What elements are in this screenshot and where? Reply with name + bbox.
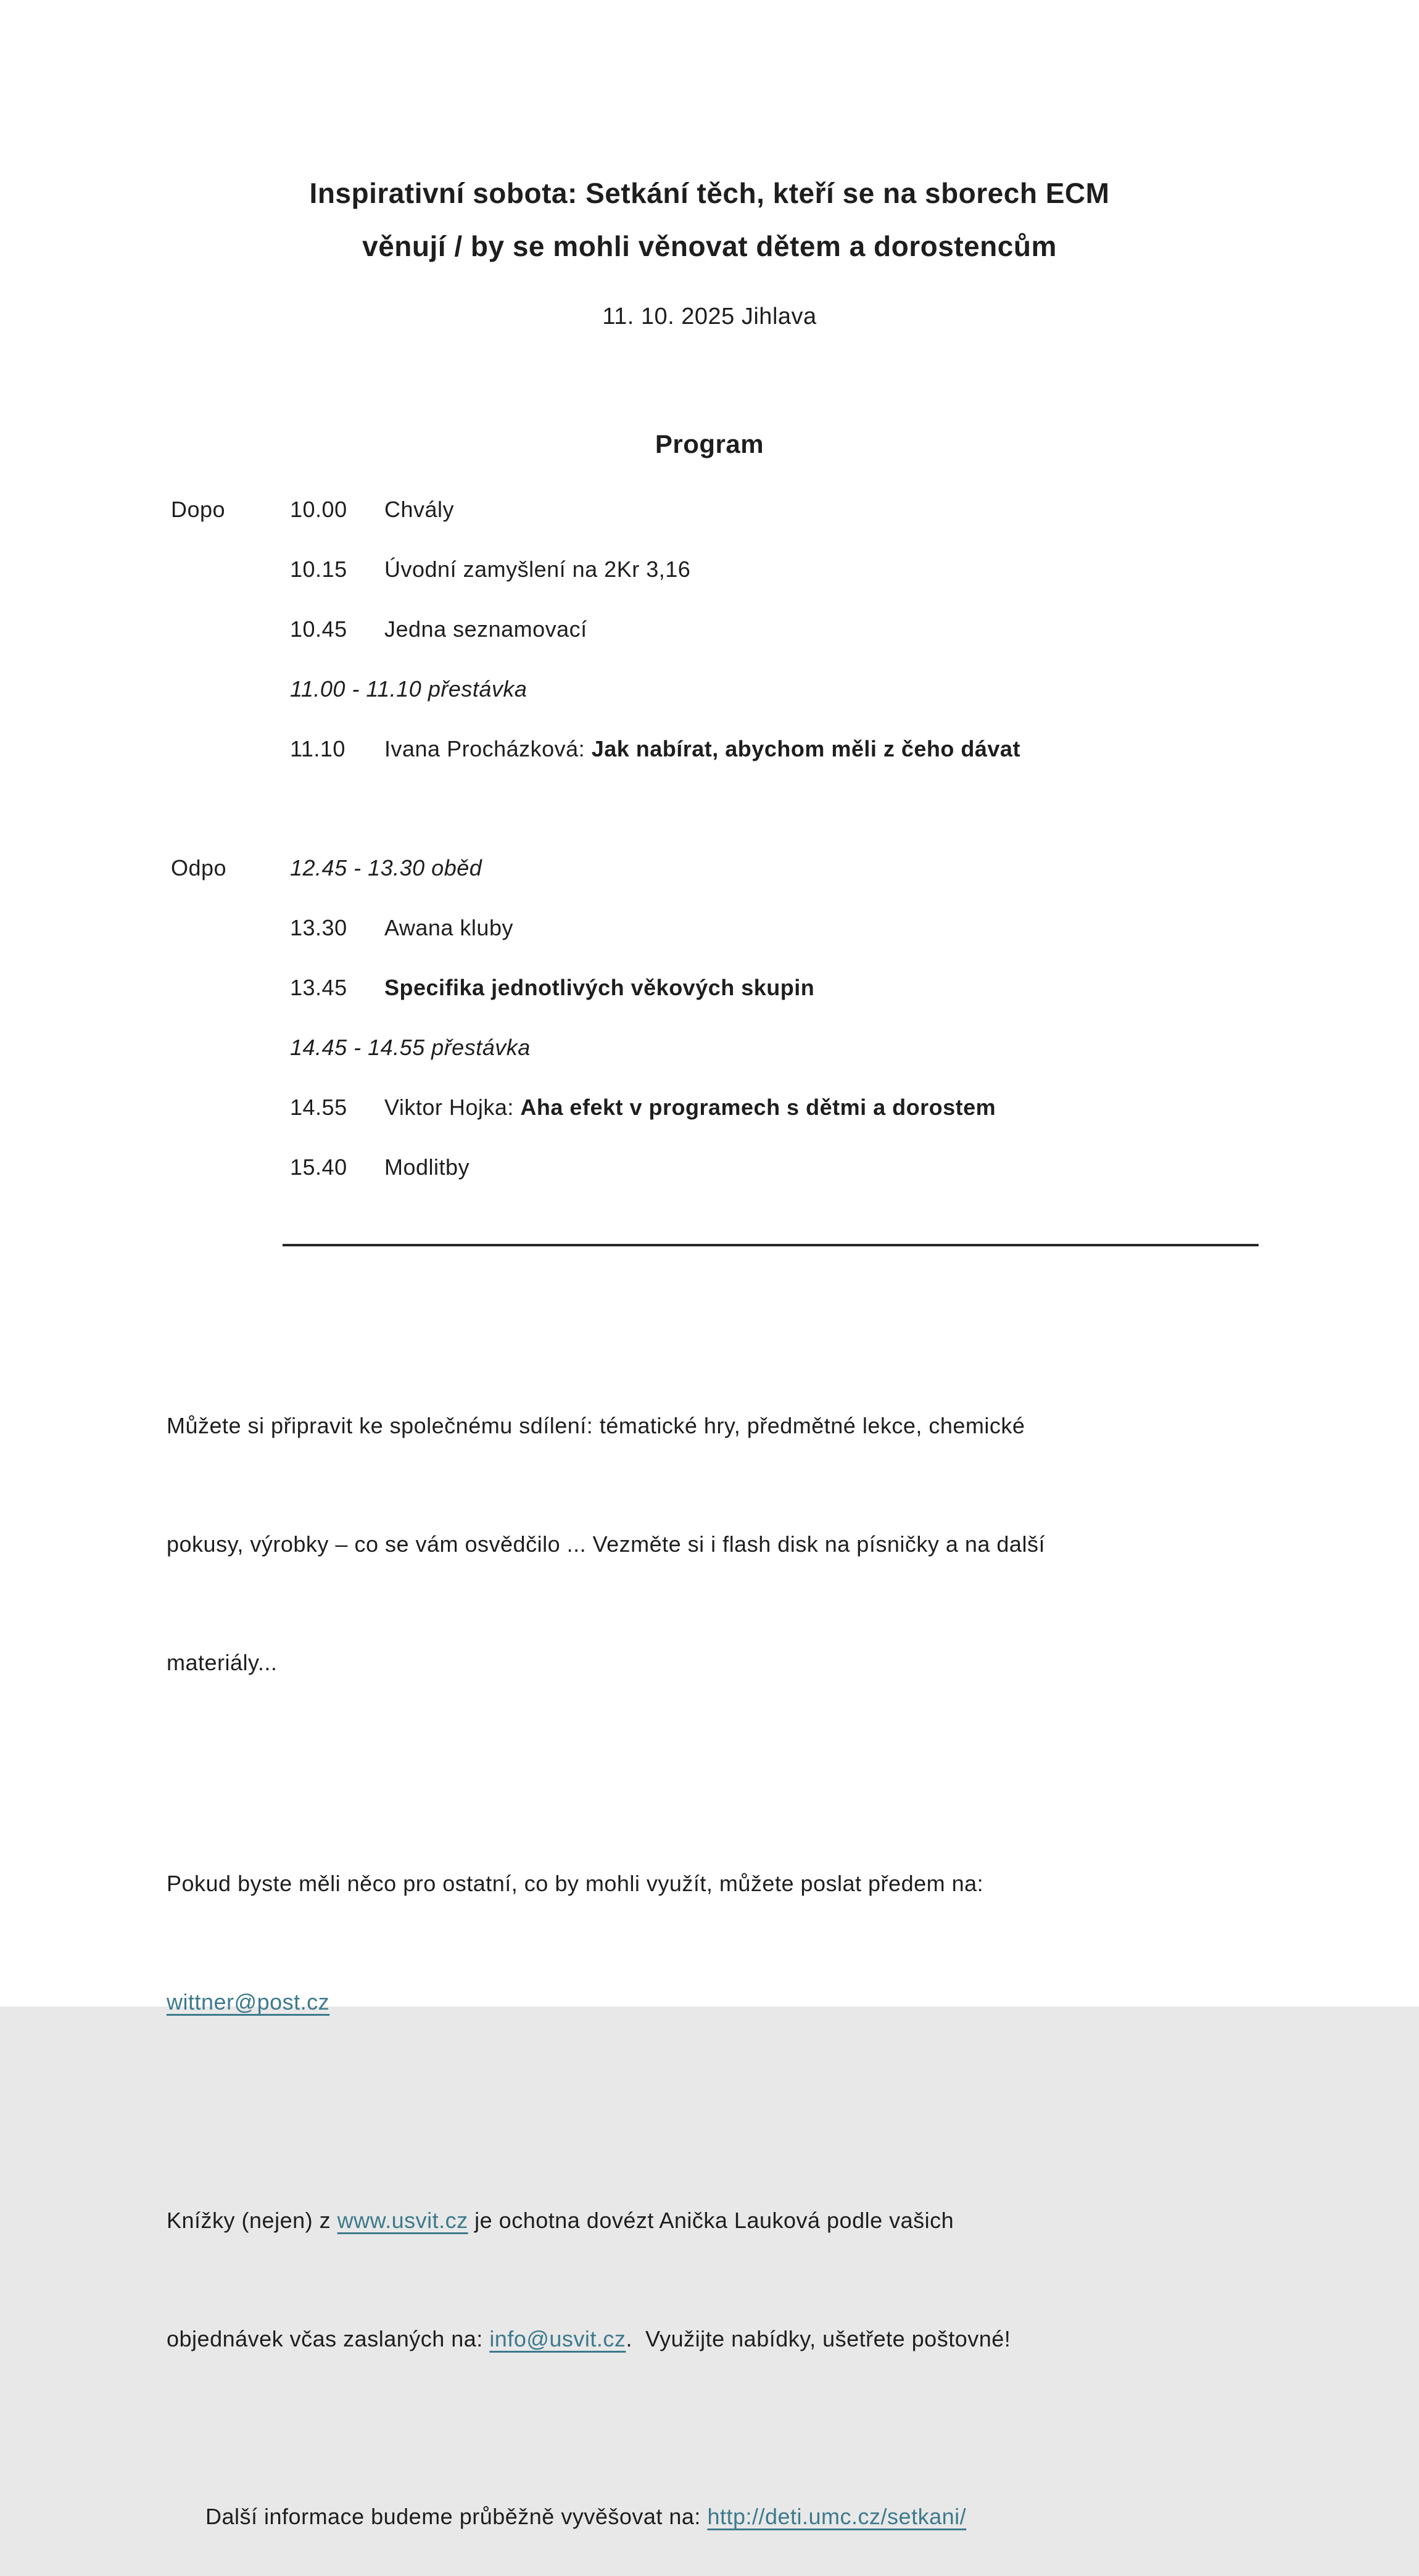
note-line: pokusy, výrobky – co se vám osvědčilo ... Vezměte si i flash disk na písničky a na další (167, 1531, 1045, 1557)
item-description (384, 736, 1320, 762)
note-line (167, 2319, 1296, 2359)
session-label: Dopo (171, 496, 226, 522)
time-label: 10.00 (290, 496, 347, 522)
schedule-row (171, 599, 1320, 659)
item-text: Awana kluby (384, 914, 513, 940)
break-label: 11.00 - 11.10 přestávka (290, 676, 527, 702)
note-text: Knížky (nejen) z (167, 2208, 337, 2233)
item-description (384, 915, 1320, 941)
item-description (384, 1154, 1320, 1180)
notes-section (167, 1327, 1296, 2576)
note-line: Pokud byste měli něco pro ostatní, co by mohli využít, můžete poslat předem na: (167, 1871, 984, 1896)
schedule-row (171, 958, 1320, 1017)
time-label: 13.45 (290, 974, 347, 1000)
note-preparation (167, 1327, 1296, 1762)
program-heading: Program (655, 429, 764, 458)
note-books (167, 2122, 1296, 2438)
schedule-row-break (171, 1017, 1320, 1077)
break-label: 14.45 - 14.55 přestávka (290, 1034, 531, 1060)
note-text: . Využijte nabídky, ušetřete poštovné! (626, 2326, 1011, 2351)
note-line (167, 1982, 1296, 2022)
date-location: 11. 10. 2025 Jihlava (602, 304, 817, 329)
schedule-row (171, 539, 1320, 599)
schedule-row (171, 1077, 1320, 1137)
item-text: Úvodní zamyšlení na 2Kr 3,16 (384, 556, 691, 582)
email-link-wittner[interactable]: wittner@post.cz (167, 1989, 330, 2015)
note-more-info (167, 2458, 1296, 2576)
time-label: 10.45 (290, 616, 347, 642)
time-label: 13.30 (290, 914, 347, 940)
note-text: Další informace budeme průběžně vyvěšovat na: (205, 2504, 708, 2529)
speaker-name: Ivana Procházková: (384, 735, 592, 761)
item-description (384, 557, 1320, 582)
website-link-deti-umc[interactable]: http://deti.umc.cz/setkani/ (707, 2504, 967, 2529)
horizontal-divider (283, 1244, 1259, 1246)
item-description (384, 975, 1320, 1001)
schedule-row-break (171, 838, 1320, 898)
schedule-row (171, 1137, 1320, 1197)
speaker-name: Viktor Hojka: (384, 1094, 521, 1120)
item-text: Modlitby (384, 1154, 470, 1180)
note-send-ahead (167, 1785, 1296, 2101)
break-label: 12.45 - 13.30 oběd (290, 855, 482, 880)
note-line (167, 2201, 1296, 2240)
time-label: 10.15 (290, 556, 347, 582)
time-label: 14.55 (290, 1094, 347, 1120)
schedule-row (171, 719, 1320, 779)
talk-title: Specifika jednotlivých věkových skupin (384, 974, 815, 1000)
schedule-row (171, 898, 1320, 958)
note-line: materiály... (167, 1650, 278, 1675)
session-label: Odpo (171, 855, 227, 880)
note-text: objednávek včas zaslaných na: (167, 2326, 490, 2351)
item-text: Jedna seznamovací (384, 616, 587, 642)
schedule-row (171, 479, 1320, 539)
program-schedule (171, 479, 1320, 1197)
talk-title: Aha efekt v programech s dětmi a dorostem (520, 1094, 996, 1120)
note-line: Můžete si připravit ke společnému sdílení: tématické hry, předmětné lekce, chemické (167, 1413, 1025, 1438)
item-description (384, 497, 1320, 523)
website-link-usvit[interactable]: www.usvit.cz (337, 2208, 468, 2233)
item-description (384, 616, 1320, 642)
title-line-1: Inspirativní sobota: Setkání těch, kteří se na sborech ECM (309, 177, 1110, 209)
time-label: 11.10 (290, 735, 345, 761)
item-text: Chvály (384, 496, 455, 522)
email-link-usvit[interactable]: info@usvit.cz (489, 2326, 626, 2351)
title-line-2: věnují / by se mohli věnovat dětem a dorostencům (362, 230, 1057, 262)
note-text: je ochotna dovézt Anička Lauková podle vašich (468, 2208, 954, 2233)
time-label: 15.40 (290, 1154, 347, 1180)
talk-title: Jak nabírat, abychom měli z čeho dávat (591, 735, 1020, 761)
item-description (384, 1095, 1320, 1120)
schedule-row-break (171, 659, 1320, 719)
document-title (0, 167, 1419, 273)
